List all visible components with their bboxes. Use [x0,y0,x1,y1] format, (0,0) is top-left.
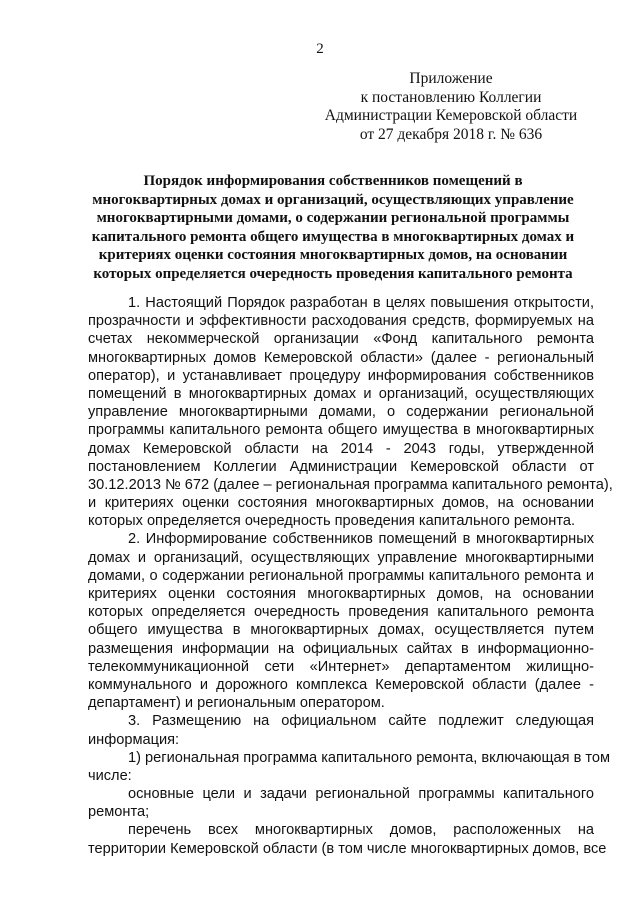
body-line: домах Кемеровской области на 2014 - 2043 годы, утвержденной [88,440,594,457]
body-line: ремонта; [88,804,150,821]
body-line: прозрачности и эффективности расходования средств, формируемых на [88,313,594,330]
body-line: перечень всех многоквартирных домов, расположенных на [128,822,594,839]
body-line: телекоммуникационной сети «Интернет» департаментом жилищно- [88,658,594,675]
appendix-line: к постановлению Коллегии [360,88,542,106]
body-line: коммунального и дорожного комплекса Кемеровской области (далее - [88,676,594,693]
title-line: критериях оценки состояния многоквартирных домов, на основании [98,247,568,264]
body-line: домах и организаций, осуществляющих управление многоквартирными [88,549,594,566]
body-line: постановлением Коллегии Администрации Кемеровской области от [88,458,594,475]
body-line: департамент) и региональным оператором. [88,695,385,712]
document-title [88,172,578,284]
body-line: основные цели и задачи региональной программы капитального [128,786,594,803]
body-line: территории Кемеровской области (в том числе многоквартирных домов, все [88,840,607,857]
title-line: Порядок информирования собственников помещений в [143,173,523,189]
body-line: которых определяется очередность проведения капитального ремонта [88,604,594,621]
body-line: помещений в многоквартирных домах и организаций, осуществляющих [88,385,594,402]
appendix-line: Приложение [409,70,493,87]
body-line: управление многоквартирными домами, о содержании региональной [88,404,594,421]
body-line: общего имущества в многоквартирных домах, осуществляется путем [88,622,594,639]
body-line: оператор), и устанавливает процедуру информирования собственников [88,367,594,384]
body-line: 2. Информирование собственников помещений в многоквартирных [128,531,594,548]
body-line: многоквартирных домов Кемеровской области» (далее - региональный [88,349,594,366]
body-line: размещения информации на официальных сайтах в информационно- [88,640,594,657]
body-line: которых определяется очередность проведения капитального ремонта. [88,513,576,530]
appendix-line: от 27 декабря 2018 г. № 636 [359,125,543,143]
body-line: и критериях оценки состояния многоквартирных домов, на основании [88,495,594,512]
appendix-header [320,70,582,144]
body-line: 3. Размещению на официальном сайте подлежит следующая [128,713,594,730]
body-line: домами, о содержании региональной программы капитального ремонта и [88,567,594,584]
body-line: программы капитального ремонта общего имущества в многоквартирных [88,422,594,439]
body-line: числе: [88,767,132,784]
body-line: 1) региональная программа капитального ремонта, включающая в том [128,749,611,766]
title-line: капитального ремонта общего имущества в многоквартирных домах и [91,228,575,245]
body-line: счетах некоммерческой организации «Фонд капитального ремонта [88,331,594,348]
title-line: которых определяется очередность проведения капитального ремонта [93,265,573,282]
body-line: 1. Настоящий Порядок разработан в целях повышения открытости, [128,295,594,311]
body-line: критериях оценки состояния многоквартирных домов, на основании [88,586,594,602]
page-number: 2 [316,41,324,57]
appendix-line: Администрации Кемеровской области [324,107,578,124]
body-line: информация: [88,731,180,748]
body-line: 30.12.2013 № 672 (далее – региональная программа капитального ремонта), [88,476,613,493]
title-line: многоквартирных домах и организаций, осуществляющих управление [92,191,574,208]
title-line: многоквартирными домами, о содержании региональной программы [96,210,570,227]
document-body [88,294,613,858]
